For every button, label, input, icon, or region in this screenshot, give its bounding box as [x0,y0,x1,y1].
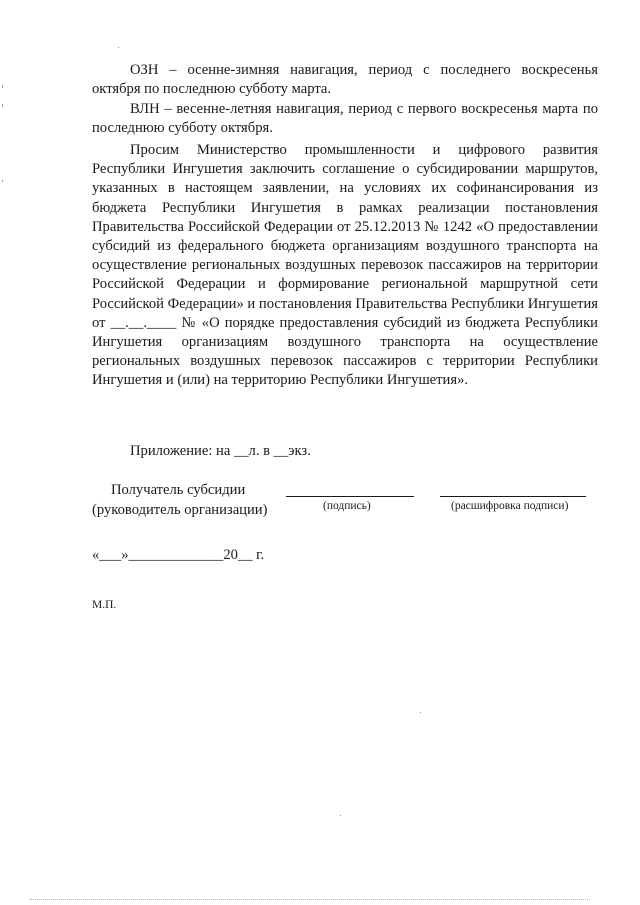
scan-edge-mark [2,85,3,88]
recipient-block [92,481,267,520]
paragraph-vln: ВЛН – весенне-летняя навигация, период с первого воскресенья марта по последнюю субботу октября. [92,101,598,137]
scan-speck [118,47,119,48]
paragraph-ozn: ОЗН – осенне-зимняя навигация, период с последнего воскресенья октября по последнюю субботу марта. [92,62,598,98]
scan-bottom-edge [30,899,590,900]
recipient-role: (руководитель организации) [92,501,268,518]
signature-caption: (подпись) [323,500,371,512]
paragraph-request: Просим Министерство промышленности и цифрового развития Республики Ингушетия заключить соглашение о субсидировании маршрутов, указанных в настоящем заявлении, на условиях их софинансирования из бюджета Республики Ингушетия в рамках реализации постановления Правительства Российской Федерации от 25.12.2013 № 1242 «О предоставлении субсидий из федерального бюджета организациям воздушного транспорта на осуществление региональных воздушных перевозок пассажиров на территории Российской Федерации и формирование региональной маршрутной сети Российской Федерации» и постановления Правительства Республики Ингушетия от __.__.____ № «О порядке предоставления субсидий из бюджета Республики Ингушетия организациям воздушного транспорта на осуществление региональных воздушных перевозок пассажиров с территории Республики Ингушетия и (или) на территорию Республики Ингушетия». [92,142,599,389]
signature-decoding-line [440,496,586,497]
appendix-line: Приложение: на __л. в __экз. [130,443,311,459]
recipient-title: Получатель субсидии [111,482,246,498]
signature-line [286,496,414,497]
scan-edge-mark [2,104,3,107]
scan-edge-mark [2,180,3,182]
scan-speck [420,712,421,713]
date-line: «___»_____________20__ г. [92,547,265,563]
stamp-place-label: М.П. [92,599,117,611]
scan-speck [340,815,341,816]
decoding-caption: (расшифровка подписи) [451,500,569,512]
